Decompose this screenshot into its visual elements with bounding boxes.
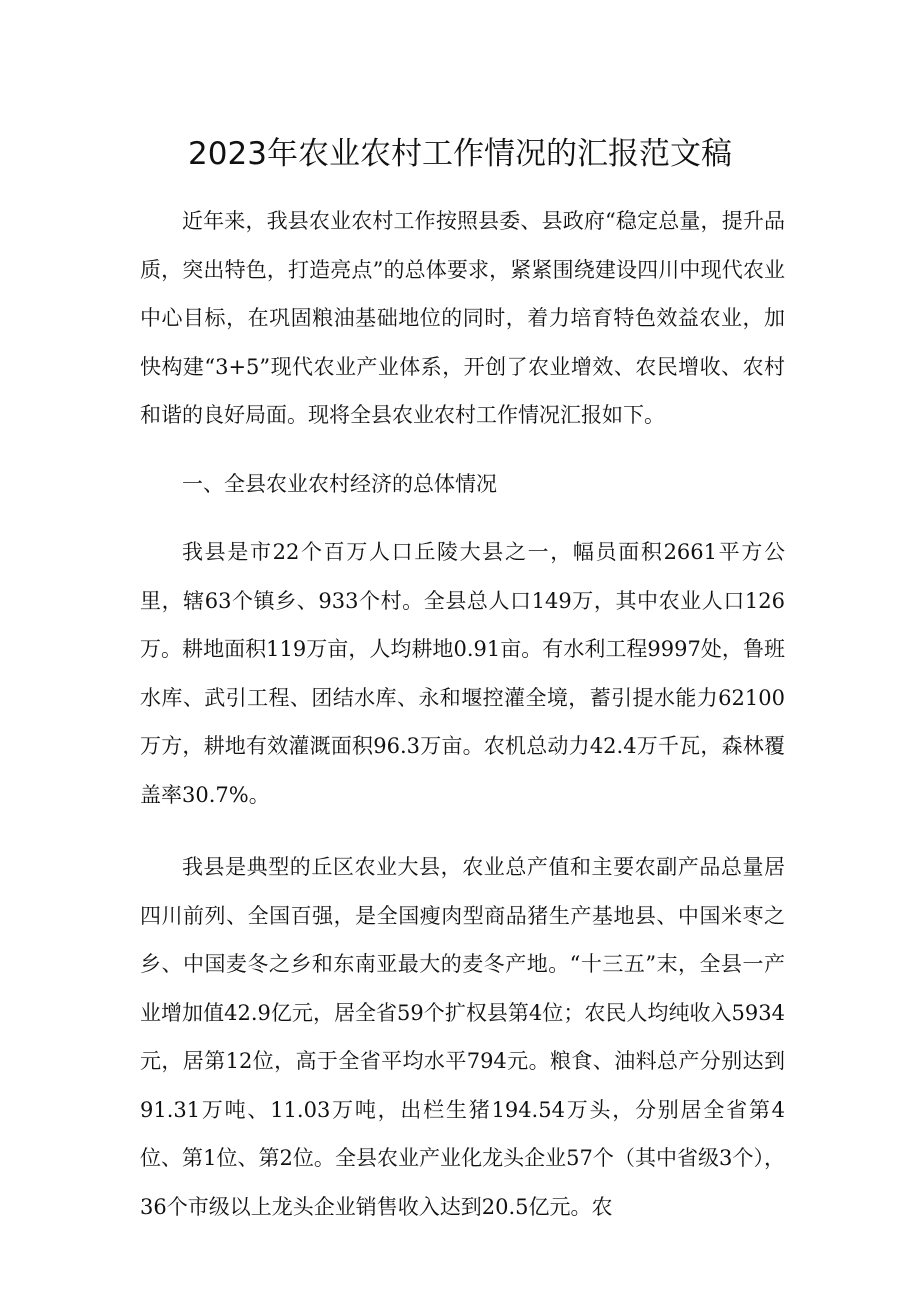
- paragraph-county-basics: 我县是市22个百万人口丘陵大县之一，幅员面积2661平方公里，辖63个镇乡、933个村。全县总人口149万，其中农业人口126万。耕地面积119万亩，人均耕地0.91亩。有水利工程9997处，鲁班水库、武引工程、团结水库、永和堰控灌全境，蓄引提水能力62100万方，耕地有效灌溉面积96.3万亩。农机总动力42.4万千瓦，森林覆盖率30.7%。: [140, 540, 785, 807]
- document-title: 2023年农业农村工作情况的汇报范文稿: [188, 136, 732, 172]
- document-body: [140, 197, 785, 1231]
- section-heading-overview: 一、全县农业农村经济的总体情况: [182, 471, 497, 496]
- paragraph-intro: 近年来，我县农业农村工作按照县委、县政府“稳定总量，提升品质，突出特色，打造亮点”的总体要求，紧紧围绕建设四川中现代农业中心目标，在巩固粮油基础地位的同时，着力培育特色效益农业，加快构建“3+5”现代农业产业体系，开创了农业增效、农民增收、农村和谐的良好局面。现将全县农业农村工作情况汇报如下。: [140, 209, 785, 427]
- paragraph-agriculture-output: 我县是典型的丘区农业大县，农业总产值和主要农副产品总量居四川前列、全国百强，是全国瘦肉型商品猪生产基地县、中国米枣之乡、中国麦冬之乡和东南亚最大的麦冬产地。“十三五”末，全县一产业增加值42.9亿元，居全省59个扩权县第4位；农民人均纯收入5934元，居第12位，高于全省平均水平794元。粮食、油料总产分别达到91.31万吨、11.03万吨，出栏生猪194.54万头，分别居全省第4位、第1位、第2位。全县农业产业化龙头企业57个（其中省级3个），36个市级以上龙头企业销售收入达到20.5亿元。农: [140, 855, 785, 1219]
